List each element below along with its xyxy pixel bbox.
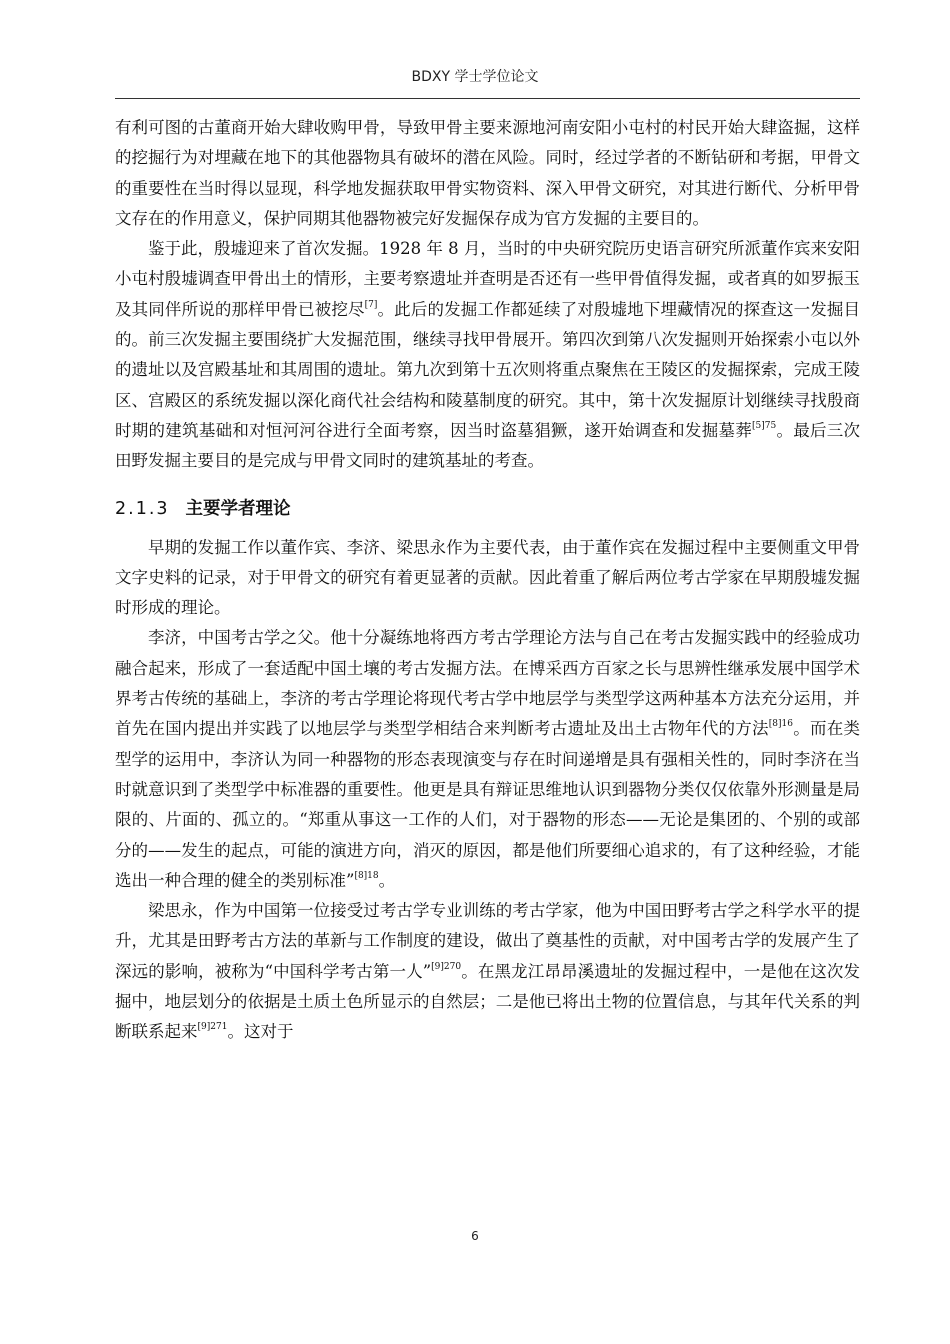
body-paragraph: [115, 533, 860, 624]
paragraph-text: 。而在类型学的运用中，李济认为同一种器物的形态表现演变与存在时间递增是具有强相关性的，同时李济在当时就意识到了类型学中标准器的重要性。他更是具有辩证思维地认识到器物分类仅仅依靠外形测量是局限的、片面的、孤立的。“郑重从事这一工作的人们，对于器物的形态——无论是集团的、个别的或部分的——发生的起点，可能的演进方向，消灭的原因，都是他们所要细心追求的，有了这种经验，才能选出一种合理的健全的类别标准”: [115, 719, 861, 890]
citation-ref: [8]18: [354, 870, 379, 881]
paragraph-text: 早期的发掘工作以董作宾、李济、梁思永作为主要代表，由于董作宾在发掘过程中主要侧重文甲骨文字史料的记录，对于甲骨文的研究有着更显著的贡献。因此着重了解后两位考古学家在早期殷墟发掘时形成的理论。: [115, 537, 860, 618]
paragraph-text: 李济，中国考古学之父。他十分凝练地将西方考古学理论方法与自己在考古发掘实践中的经验成功融合起来，形成了一套适配中国土壤的考古发掘方法。在博采西方百家之长与思辨性继承发展中国学术界考古传统的基础上，李济的考古学理论将现代考古学中地层学与类型学这两种基本方法充分运用，并首先在国内提出并实践了以地层学与类型学相结合来判断考古遗址及出土古物年代的方法: [115, 628, 860, 739]
paragraph-text: 梁思永，作为中国第一位接受过考古学专业训练的考古学家，他为中国田野考古学之科学水平的提升，尤其是田野考古方法的革新与工作制度的建设，做出了奠基性的贡献，对中国考古学的发展产生了深远的影响，被称为“中国科学考古第一人”: [115, 901, 860, 981]
paragraph-text: 。在黑龙江昂昂溪遗址的发掘过程中，一是他在这次发掘中，地层划分的依据是土质土色所显示的自然层；二是他已将出土物的位置信息，与其年代关系的判断联系起来: [115, 961, 861, 1042]
paragraph-text: 。这对于: [227, 1022, 294, 1042]
citation-ref: [9]270: [431, 961, 462, 972]
page-body: [115, 113, 860, 1048]
paragraph-text: 有利可图的古董商开始大肆收购甲骨，导致甲骨主要来源地河南安阳小屯村的村民开始大肆盗掘，这样的挖掘行为对埋藏在地下的其他器物具有破坏的潜在风险。同时，经过学者的不断钻研和考据，甲骨文的重要性在当时得以显现，科学地发掘获取甲骨实物资料、深入甲骨文研究，对其进行断代、分析甲骨文存在的作用意义，保护同期其他器物被完好发掘保存成为官方发掘的主要目的。: [115, 118, 860, 228]
body-paragraph: [115, 896, 860, 1047]
citation-ref: [9]271: [197, 1022, 228, 1033]
section-title: 主要学者理论: [185, 498, 291, 519]
body-paragraph: [115, 234, 860, 476]
page-number: 6: [471, 1229, 479, 1243]
body-paragraph: [115, 623, 860, 896]
section-number: 2.1.3: [115, 498, 170, 519]
citation-ref: [7]: [364, 299, 378, 310]
header-divider: [115, 98, 860, 99]
paragraphs-after-section: [115, 533, 860, 1048]
paragraph-text: 。此后的发掘工作都延续了对殷墟地下埋藏情况的探查这一发掘目的。前三次发掘主要围绕扩大发掘范围，继续寻找甲骨展开。第四次到第八次发掘则开始探索小屯以外的遗址以及宫殿基址和其周围的遗址。第九次到第十五次则将重点聚焦在王陵区的发掘探索，完成王陵区、宫殿区的系统发掘以深化商代社会结构和陵墓制度的研究。其中，第十次发掘原计划继续寻找殷商时期的建筑基础和对恒河河谷进行全面考察，因当时盗墓猖獗，遂开始调查和发掘墓葬: [115, 299, 861, 440]
body-paragraph: [115, 113, 860, 234]
paragraph-text: 鉴于此，殷墟迎来了首次发掘。1928 年 8 月，当时的中央研究院历史语言研究所派董作宾来安阳小屯村殷墟调查甲骨出土的情形，主要考察遗址并查明是否还有一些甲骨值得发掘，或者真的如罗振玉及其同伴所说的那样甲骨已被挖尽: [115, 239, 860, 319]
paragraph-text: 。: [378, 870, 396, 890]
section-heading: [115, 493, 860, 525]
citation-ref: [8]16: [768, 719, 793, 730]
citation-ref: [5]75: [751, 420, 777, 431]
paragraph-text: 。最后三次田野发掘主要目的是完成与甲骨文同时的建筑基址的考查。: [115, 420, 861, 471]
running-header: BDXY 学士学位论文: [411, 69, 539, 85]
paragraphs-before-section: [115, 113, 860, 477]
